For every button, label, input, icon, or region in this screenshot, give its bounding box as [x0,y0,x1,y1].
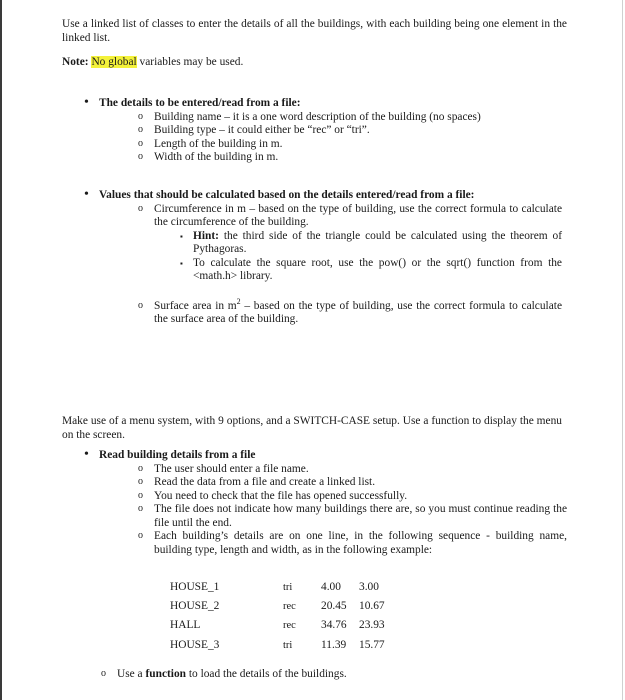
building-length: 4.00 [321,580,341,593]
building-name: HOUSE_1 [170,580,220,593]
function-section [99,668,569,682]
building-type: tri [283,639,293,651]
read-item-linked-list: o Read the data from a file and create a linked list. [99,476,567,490]
buildings-example-table [170,578,399,655]
circumference-item [99,203,562,230]
building-type: rec [283,601,296,613]
read-item-check-open: o You need to check that the file has opened successfully. [99,490,567,504]
read-item-until-end: o The file does not indicate how many buildings there are, so you must continue reading the file until the end. [99,503,567,530]
details-item-length: o Length of the building in m. [99,138,567,152]
hint-text: the third side of the triangle could be calculated using the theorem of Pythagoras. [193,229,562,255]
table-row [170,617,399,636]
surface-rest: – based on the type of building, use the correct formula to calculate the surface area of the building. [154,299,562,325]
building-type: rec [283,620,296,632]
surface-prefix: Surface area in m [154,299,237,312]
note-highlight: No global [91,56,137,68]
read-heading: Read building details from a file [99,449,256,461]
details-item-width: o Width of the building in m. [99,151,567,165]
note-rest: variables may be used. [139,56,244,68]
hint-list [99,230,562,284]
building-type: tri [283,581,293,593]
details-item-name: o Building name – it is a one word description of the building (no spaces) [99,111,567,125]
values-bullet [62,189,562,327]
read-bullet [62,449,567,557]
table-row [170,636,399,655]
table-row [170,578,399,597]
details-item-type: o Building type – it could either be “rec” or “tri”. [99,124,567,138]
read-item-filename: o The user should enter a file name. [99,463,567,477]
read-list [99,463,567,558]
circumference-text: Circumference in m – based on the type of building, use the correct formula to calculate the circumference of the building. [154,202,562,228]
note-line [62,56,567,70]
building-width: 15.77 [359,638,385,651]
note-label: Note: [62,56,89,68]
table-row [170,597,399,616]
surface-superscript: 2 [236,296,241,306]
read-item-sequence: o Each building’s details are on one line, in the following sequence - building name, building type, length and width, as in the following example: [99,530,567,557]
details-bullet [62,97,567,165]
details-list [99,111,567,165]
function-bold: function [145,668,186,680]
page-left-border [0,0,2,700]
read-section [62,449,567,557]
menu-paragraph: Make use of a menu system, with 9 options, and a SWITCH-CASE setup. Use a function to display the menu on the screen. [62,415,562,441]
surface-list [99,296,562,327]
values-section [62,189,562,327]
building-name: HOUSE_3 [170,638,220,651]
building-length: 20.45 [321,600,347,613]
details-heading: The details to be entered/read from a file: [99,97,301,109]
hint-label: Hint: [193,229,219,242]
values-heading: Values that should be calculated based on the details entered/read from a file: [99,189,475,201]
details-section [62,97,567,165]
surface-item [99,296,562,327]
sqrt-item: ▪ To calculate the square root, use the pow() or the sqrt() function from the <math.h> library. [99,257,562,284]
building-width: 23.93 [359,619,385,632]
building-name: HALL [170,619,201,632]
building-width: 3.00 [359,580,379,593]
values-list [99,203,562,230]
building-length: 11.39 [321,638,347,651]
page-right-border [622,0,623,700]
function-prefix: Use a [117,668,143,680]
function-item [99,668,569,682]
building-length: 34.76 [321,619,347,632]
hint-item [99,230,562,257]
function-rest: to load the details of the buildings. [188,668,347,680]
building-width: 10.67 [359,600,385,613]
building-name: HOUSE_2 [170,600,220,613]
intro-paragraph: Use a linked list of classes to enter the details of all the buildings, with each building being one element in the linked list. [62,18,567,44]
